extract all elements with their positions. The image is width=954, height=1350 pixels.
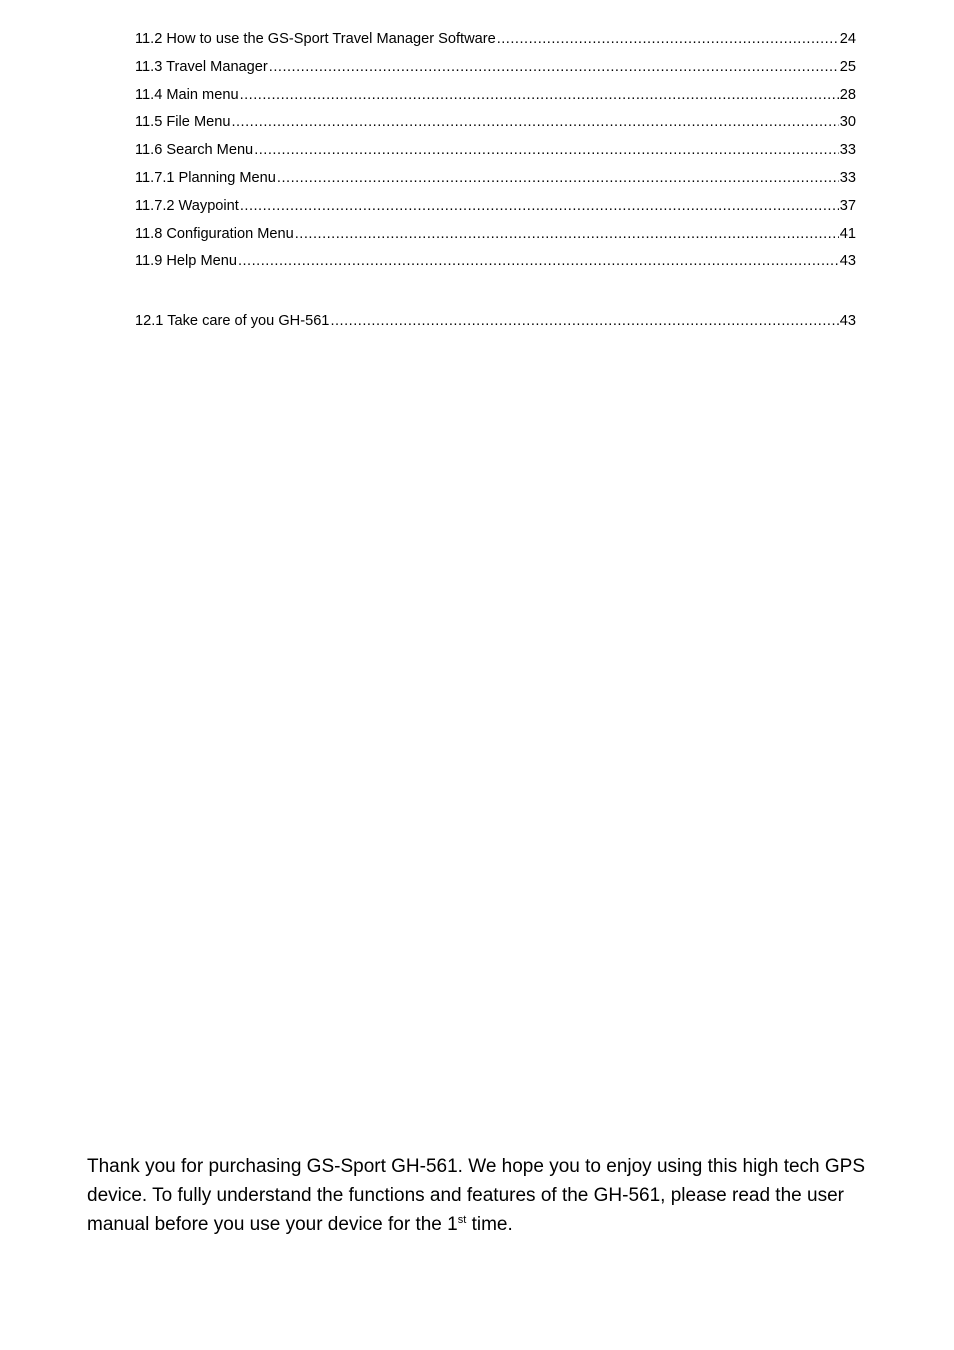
toc-entry-title: 11.7.2 Waypoint — [135, 197, 239, 214]
ordinal-superscript: st — [457, 1214, 467, 1226]
toc-entry-title: 11.4 Main menu — [135, 86, 239, 103]
intro-text-end: time. — [466, 1214, 513, 1235]
toc-leader-dots — [240, 196, 839, 216]
toc-leader-dots — [231, 112, 838, 132]
toc-entry-page: 30 — [839, 114, 856, 131]
toc-entry-title: 11.3 Travel Manager — [135, 58, 268, 75]
toc-entry-11-5[interactable] — [135, 112, 856, 140]
toc-leader-dots — [277, 168, 839, 188]
toc-leader-dots — [330, 311, 838, 331]
toc-entry-title: 11.8 Configuration Menu — [135, 225, 294, 242]
toc-entry-title: 11.2 How to use the GS-Sport Travel Manager Software — [135, 31, 496, 47]
toc-leader-dots — [238, 251, 839, 271]
toc-leader-dots — [295, 224, 839, 244]
toc-leader-dots — [240, 85, 839, 105]
toc-entry-11-4[interactable] — [135, 85, 856, 113]
toc-entry-title: 11.5 File Menu — [135, 114, 231, 131]
toc-entry-12-1[interactable] — [135, 311, 856, 339]
toc-entry-11-7-1[interactable] — [135, 168, 856, 196]
toc-entry-page: 41 — [839, 225, 856, 242]
toc-leader-dots — [269, 57, 839, 77]
toc-entry-page: 43 — [839, 253, 856, 270]
toc-entry-11-3[interactable] — [135, 57, 856, 85]
toc-entry-11-2[interactable] — [135, 29, 856, 57]
toc-entry-11-9[interactable] — [135, 251, 856, 279]
table-of-contents — [135, 29, 856, 279]
toc-entry-page: 24 — [839, 31, 856, 47]
toc-entry-title: 11.6 Search Menu — [135, 142, 254, 159]
table-of-contents-section-12 — [135, 311, 856, 339]
toc-entry-page: 28 — [839, 86, 856, 103]
toc-entry-page: 33 — [839, 142, 856, 159]
toc-entry-title: 11.7.1 Planning Menu — [135, 169, 276, 186]
intro-text: Thank you for purchasing GS-Sport GH-561. We hope you to enjoy using this high tech GPS device. To fully understand the functions and features of the GH-561, please read the user manual before you use your device for the 1 — [87, 1156, 866, 1235]
toc-entry-11-6[interactable] — [135, 140, 856, 168]
toc-leader-dots — [497, 29, 839, 49]
toc-entry-title: 11.9 Help Menu — [135, 253, 237, 270]
toc-entry-title: 12.1 Take care of you GH-561 — [135, 313, 330, 329]
toc-entry-11-8[interactable] — [135, 224, 856, 252]
toc-entry-page: 43 — [839, 313, 856, 329]
toc-entry-page: 33 — [839, 169, 856, 186]
toc-entry-page: 25 — [839, 58, 856, 75]
toc-entry-page: 37 — [839, 197, 856, 214]
toc-entry-11-7-2[interactable] — [135, 196, 856, 224]
intro-paragraph — [87, 1152, 867, 1239]
toc-leader-dots — [254, 140, 839, 160]
